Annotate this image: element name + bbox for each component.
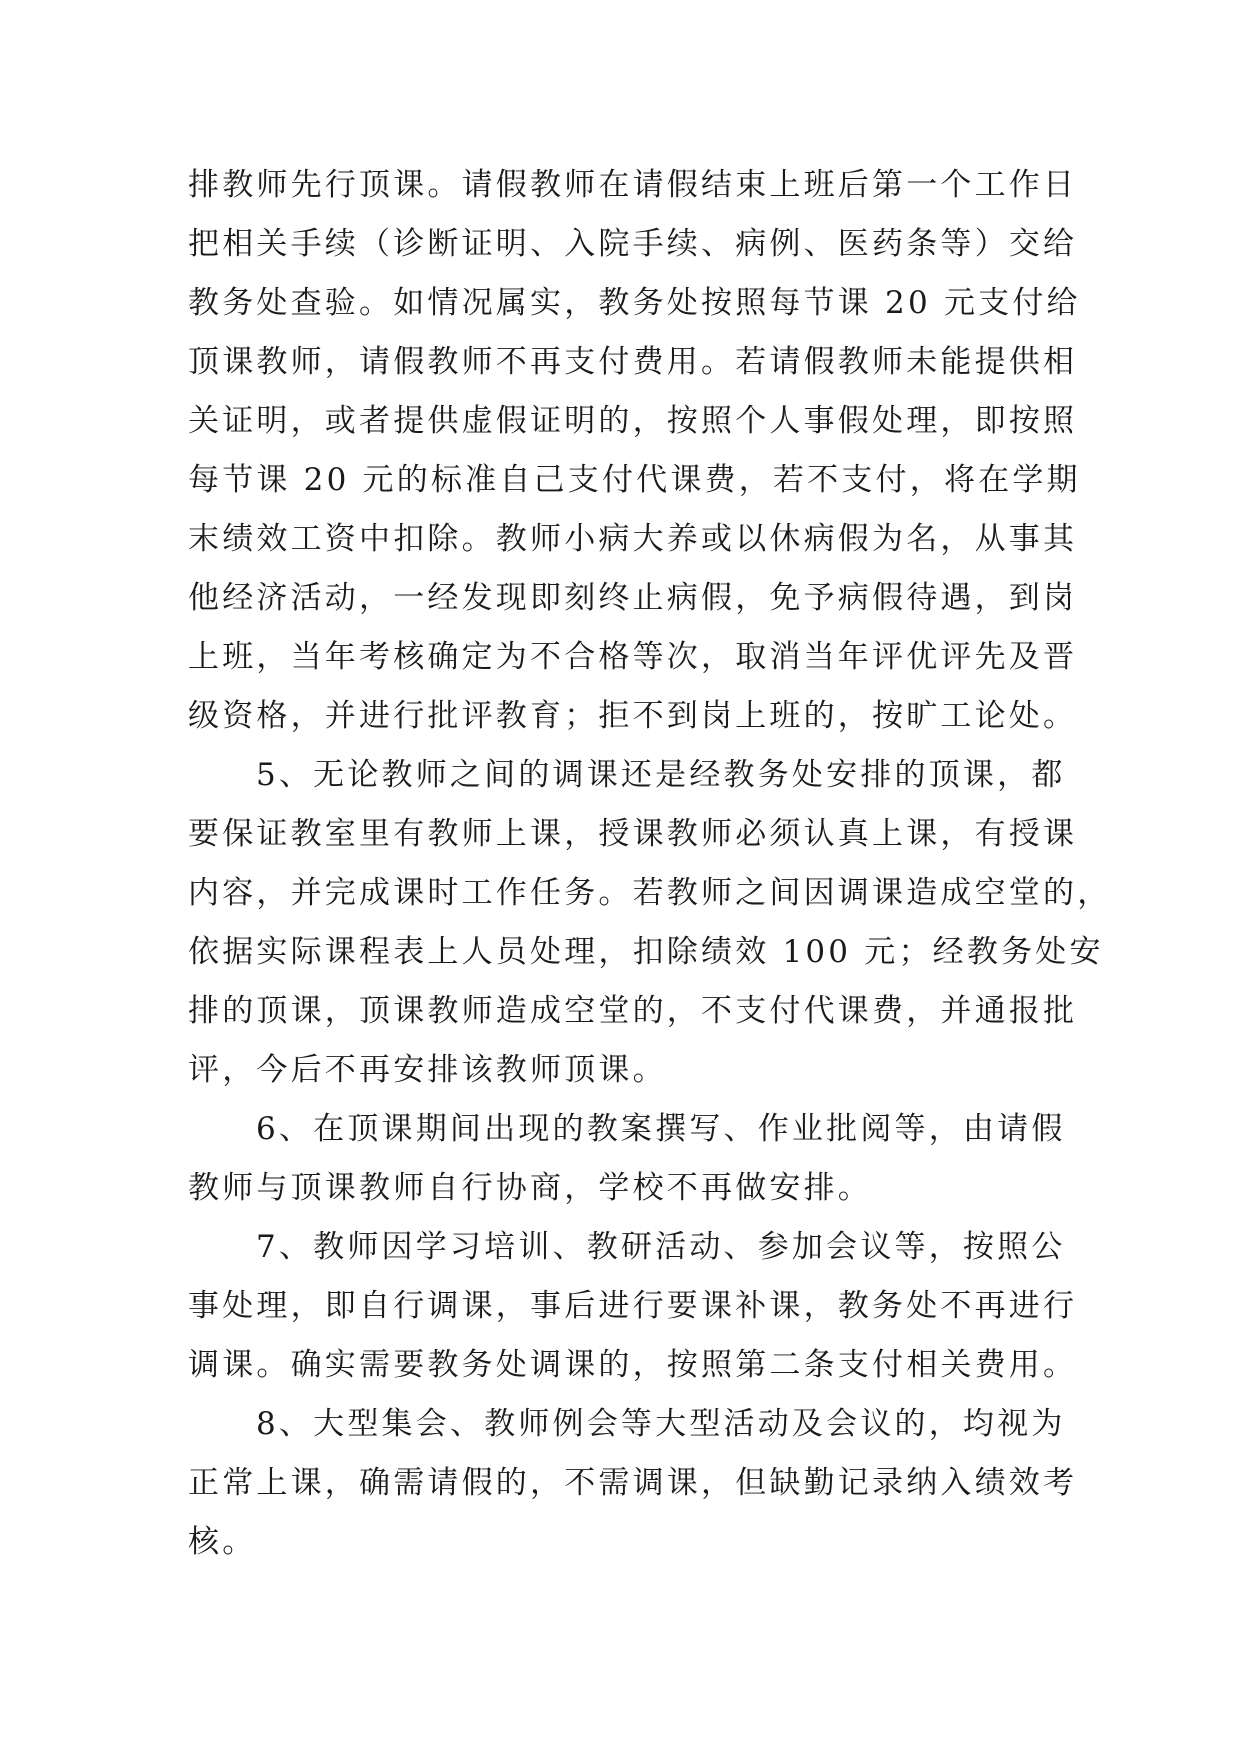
text-line: 把相关手续（诊断证明、入院手续、病例、医药条等）交给 xyxy=(188,226,1078,262)
text-line: 事处理，即自行调课，事后进行要课补课，教务处不再进行 xyxy=(188,1288,1078,1324)
text-line: 教务处查验。如情况属实，教务处按照每节课 20 元支付给 xyxy=(188,285,1081,321)
text-line: 排教师先行顶课。请假教师在请假结束上班后第一个工作日 xyxy=(188,167,1078,203)
text-line: 教师与顶课教师自行协商，学校不再做安排。 xyxy=(188,1170,872,1206)
text-line: 依据实际课程表上人员处理，扣除绩效 100 元；经教务处安 xyxy=(188,934,1104,970)
text-line: 上班，当年考核确定为不合格等次，取消当年评优评先及晋 xyxy=(188,639,1078,675)
text-line: 每节课 20 元的标准自己支付代课费，若不支付，将在学期 xyxy=(188,462,1081,498)
document-body xyxy=(188,156,1112,1572)
paragraph-5-first-line: 5、无论教师之间的调课还是经教务处安排的顶课，都 xyxy=(256,757,1066,793)
paragraph-8-first-line: 8、大型集会、教师例会等大型活动及会议的，均视为 xyxy=(256,1406,1066,1442)
paragraph-6-first-line: 6、在顶课期间出现的教案撰写、作业批阅等，由请假 xyxy=(256,1111,1066,1147)
text-line: 顶课教师，请假教师不再支付费用。若请假教师未能提供相 xyxy=(188,344,1078,380)
text-line: 调课。确实需要教务处调课的，按照第二条支付相关费用。 xyxy=(188,1347,1078,1383)
text-line: 排的顶课，顶课教师造成空堂的，不支付代课费，并通报批 xyxy=(188,993,1078,1029)
text-line: 内容，并完成课时工作任务。若教师之间因调课造成空堂的， xyxy=(188,875,1112,911)
text-line: 要保证教室里有教师上课，授课教师必须认真上课，有授课 xyxy=(188,816,1078,852)
paragraph-7-first-line: 7、教师因学习培训、教研活动、参加会议等，按照公 xyxy=(256,1229,1066,1265)
text-line: 评，今后不再安排该教师顶课。 xyxy=(188,1052,667,1088)
text-line: 核。 xyxy=(188,1524,257,1560)
text-line: 正常上课，确需请假的，不需调课，但缺勤记录纳入绩效考 xyxy=(188,1465,1078,1501)
text-line: 他经济活动，一经发现即刻终止病假，免予病假待遇，到岗 xyxy=(188,580,1078,616)
text-line: 末绩效工资中扣除。教师小病大养或以休病假为名，从事其 xyxy=(188,521,1078,557)
text-line: 关证明，或者提供虚假证明的，按照个人事假处理，即按照 xyxy=(188,403,1078,439)
text-line: 级资格，并进行批评教育；拒不到岗上班的，按旷工论处。 xyxy=(188,698,1078,734)
